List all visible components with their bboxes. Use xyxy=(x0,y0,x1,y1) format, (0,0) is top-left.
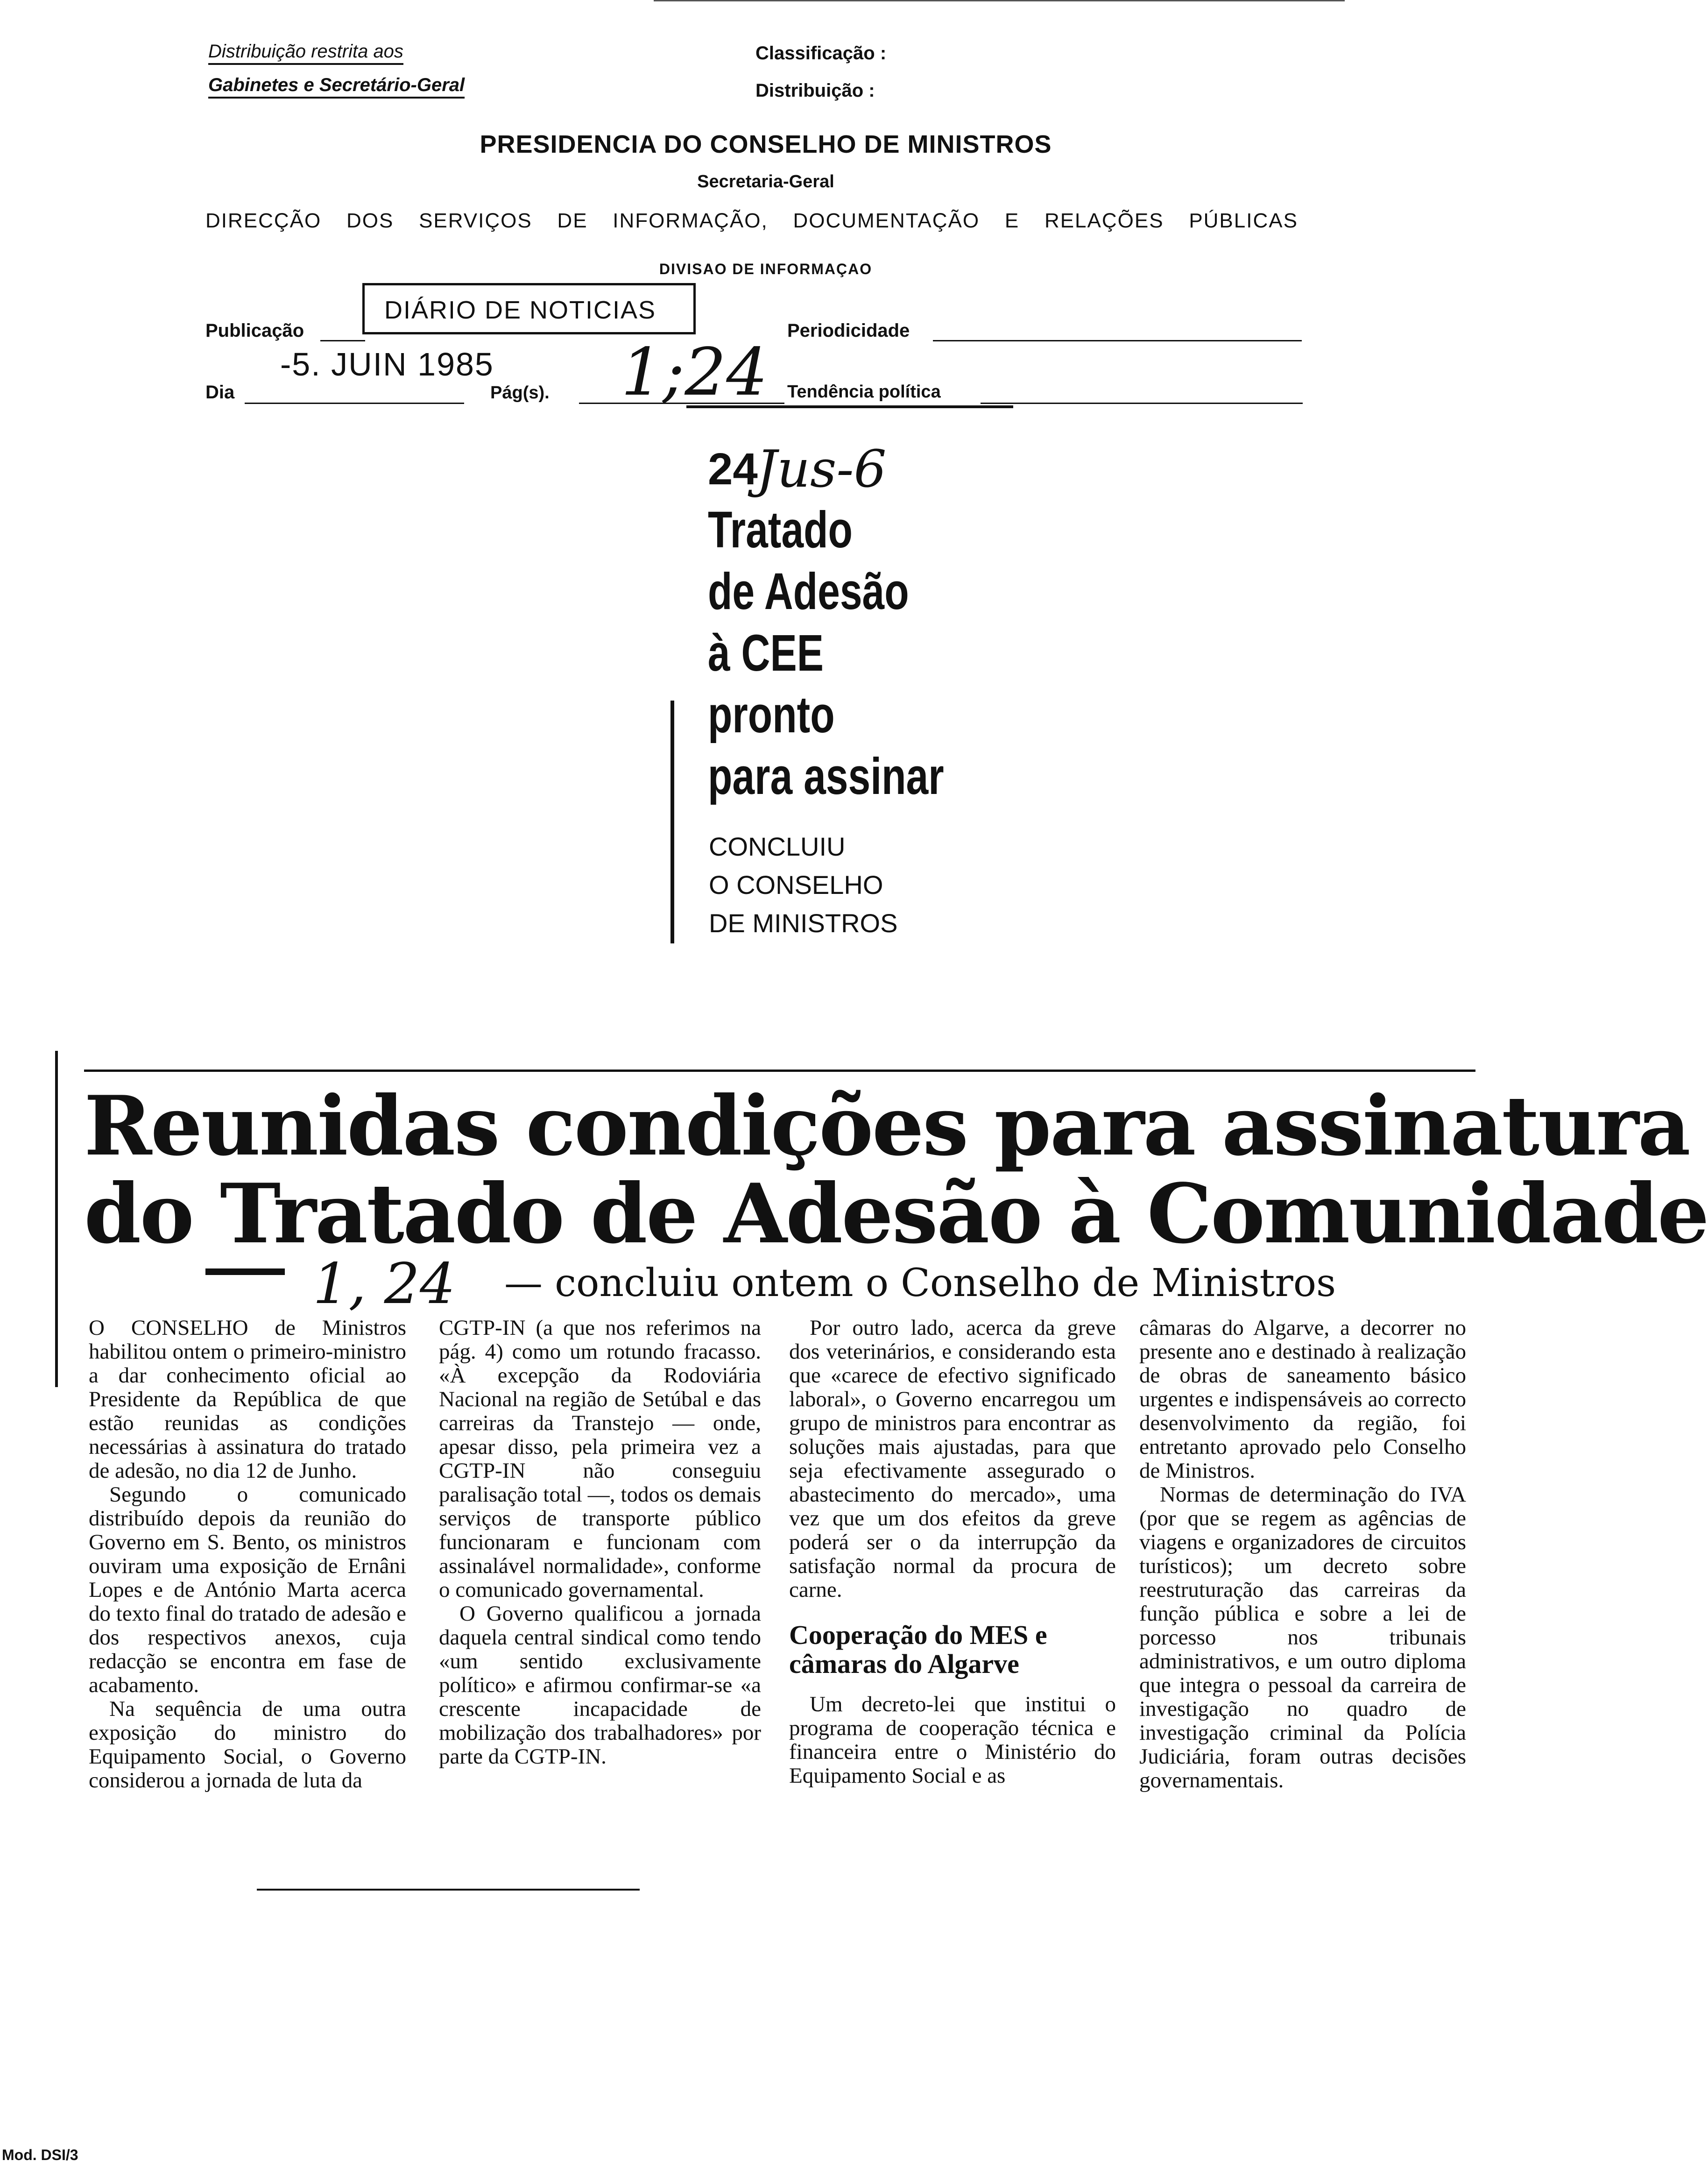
article-bottom-rule xyxy=(257,1889,640,1891)
paragraph: Um decreto-lei que institui o programa de cooperação técnica e financeira entre o Ministério do Equipamento Social e as xyxy=(789,1692,1116,1788)
article-deck: — concluiu ontem o Conselho de Ministros xyxy=(504,1261,1336,1305)
direccao-word: DOCUMENTAÇÃO xyxy=(793,209,980,232)
direccao-word: RELAÇÕES xyxy=(1044,209,1164,232)
article-headline-line1: Reunidas condições para assinatura xyxy=(84,1078,1689,1174)
article-margin-bar xyxy=(55,1051,58,1387)
article-column-2 xyxy=(439,1316,761,1769)
paragraph: O CONSELHO de Ministros habilitou ontem o primeiro-ministro a dar conhecimento oficial ao Presidente da República de que estão reunidas as condições necessárias à assinatura do tratado de adesão, no dia 12 de Junho. xyxy=(89,1316,406,1483)
classificacao-label: Classificação : xyxy=(755,43,887,64)
clipping-handwritten: Jus-6 xyxy=(756,439,887,499)
distribuicao-label: Distribuição : xyxy=(755,80,875,101)
top-edge-line xyxy=(654,0,1345,1)
article-column-4 xyxy=(1139,1316,1466,1792)
pag-label: Pág(s). xyxy=(490,383,550,403)
secretaria-geral: Secretaria-Geral xyxy=(697,172,834,191)
dia-label: Dia xyxy=(205,382,235,403)
dia-underline xyxy=(245,403,464,404)
clipping-subhead-line: DE MINISTROS xyxy=(709,908,898,938)
publicacao-underline xyxy=(320,340,365,341)
direccao-word: PÚBLICAS xyxy=(1189,209,1298,232)
direccao-word: E xyxy=(1004,209,1020,232)
clipping-margin-bar xyxy=(670,701,674,943)
paragraph: CGTP-IN (a que nos referimos na pág. 4) como um rotundo fracasso. «À excepção da Rodoviária Nacional na região de Setúbal e das carreiras da Transtejo — onde, apesar disso, pela primeira vez a CGTP-IN não conseguiu paralisação total —, todos os demais serviços de transporte público funcionaram e funcionam com assinalável normalidade», conforme o comunicado governamental. xyxy=(439,1316,761,1602)
divisao-informacao: DIVISAO DE INFORMAÇAO xyxy=(659,261,873,277)
stamp-underline xyxy=(686,405,1013,408)
form-model-code: Mod. DSI/3 xyxy=(2,2147,78,2163)
clipping-subhead-line: CONCLUIU xyxy=(709,832,846,861)
direccao-word: DE xyxy=(557,209,588,232)
article-column-3 xyxy=(789,1316,1116,1788)
section-subhead: Cooperação do MES e câmaras do Algarve xyxy=(789,1620,1047,1679)
dia-date-stamp: -5. JUIN 1985 xyxy=(280,346,494,383)
clipping-headline-line: Tratado xyxy=(708,501,853,559)
paragraph: câmaras do Algarve, a decorrer no presente ano e destinado à realização de obras de saneamento básico urgentes e indispensáveis ao correcto desenvolvimento da região, foi entretanto aprovado pelo Conselho de Ministros. xyxy=(1139,1316,1466,1483)
deck-dash xyxy=(205,1268,285,1275)
tendencia-label: Tendência política xyxy=(787,382,941,402)
paragraph: Na sequência de uma outra exposição do ministro do Equipamento Social, o Governo considerou a jornada de luta da xyxy=(89,1697,406,1792)
clipping-number: 24 xyxy=(708,444,758,494)
deck-handwritten: 1, 24 xyxy=(313,1252,456,1317)
pag-handwritten: 1;24 xyxy=(621,334,768,411)
article-top-rule xyxy=(84,1070,1475,1072)
clipping-subhead-line: O CONSELHO xyxy=(709,870,883,900)
direccao-word: DIRECÇÃO xyxy=(205,209,322,232)
periodicidade-underline xyxy=(933,340,1302,341)
article-column-1 xyxy=(89,1316,406,1792)
paragraph: Segundo o comunicado distribuído depois da reunião do Governo em S. Bento, os ministros ouviram uma exposição de Ernâni Lopes e de António Marta acerca do texto final do tratado de adesão e dos respectivos anexos, cuja redacção se encontra em fase de acabamento. xyxy=(89,1482,406,1697)
tendencia-underline xyxy=(981,403,1303,404)
paragraph: Normas de determinação do IVA (por que se regem as agências de viagens e organizadores de circuitos turísticos); um decreto sobre reestruturação das carreiras da função pública e sobre a lei de porcesso nos tribunais administrativos, e um outro diploma que integra o pessoal da carreira de investigação no quadro de investigação criminal da Polícia Judiciária, foram outras decisões governamentais. xyxy=(1139,1482,1466,1792)
direccao-word: DOS xyxy=(346,209,394,232)
clipping-headline-line: de Adesão xyxy=(708,563,909,620)
presidencia-title: PRESIDENCIA DO CONSELHO DE MINISTROS xyxy=(480,130,1052,158)
publicacao-label: Publicação xyxy=(205,320,304,341)
direccao-servicos xyxy=(205,209,1298,233)
direccao-word: INFORMAÇÃO, xyxy=(613,209,768,232)
periodicidade-label: Periodicidade xyxy=(787,320,910,341)
clipping-headline-line: para assinar xyxy=(708,748,944,805)
restriction-note-line2: Gabinetes e Secretário-Geral xyxy=(208,75,465,99)
clipping-headline-line: à CEE xyxy=(708,624,824,682)
restriction-note-line1: Distribuição restrita aos xyxy=(208,41,403,65)
article-headline-line2: do Tratado de Adesão à Comunidade xyxy=(84,1166,1708,1262)
direccao-word: SERVIÇOS xyxy=(419,209,532,232)
paragraph: Por outro lado, acerca da greve dos veterinários, e considerando esta que «carece de efectivo significado laboral», o Governo encarregou um grupo de ministros para encontrar as soluções mais ajustadas, para que seja efectivamente assegurado o abastecimento do mercado», uma vez que um dos efeitos da greve poderá ser o da interrupção da satisfação normal da procura de carne. xyxy=(789,1316,1116,1602)
clipping-headline-line: pronto xyxy=(708,686,835,744)
paragraph: O Governo qualificou a jornada daquela central sindical como tendo «um sentido exclusivamente político» e afirmou confirmar-se «a crescente incapacidade de mobilização dos trabalhadores» por parte da CGTP-IN. xyxy=(439,1601,761,1769)
publicacao-stamp: DIÁRIO DE NOTICIAS xyxy=(362,283,696,334)
